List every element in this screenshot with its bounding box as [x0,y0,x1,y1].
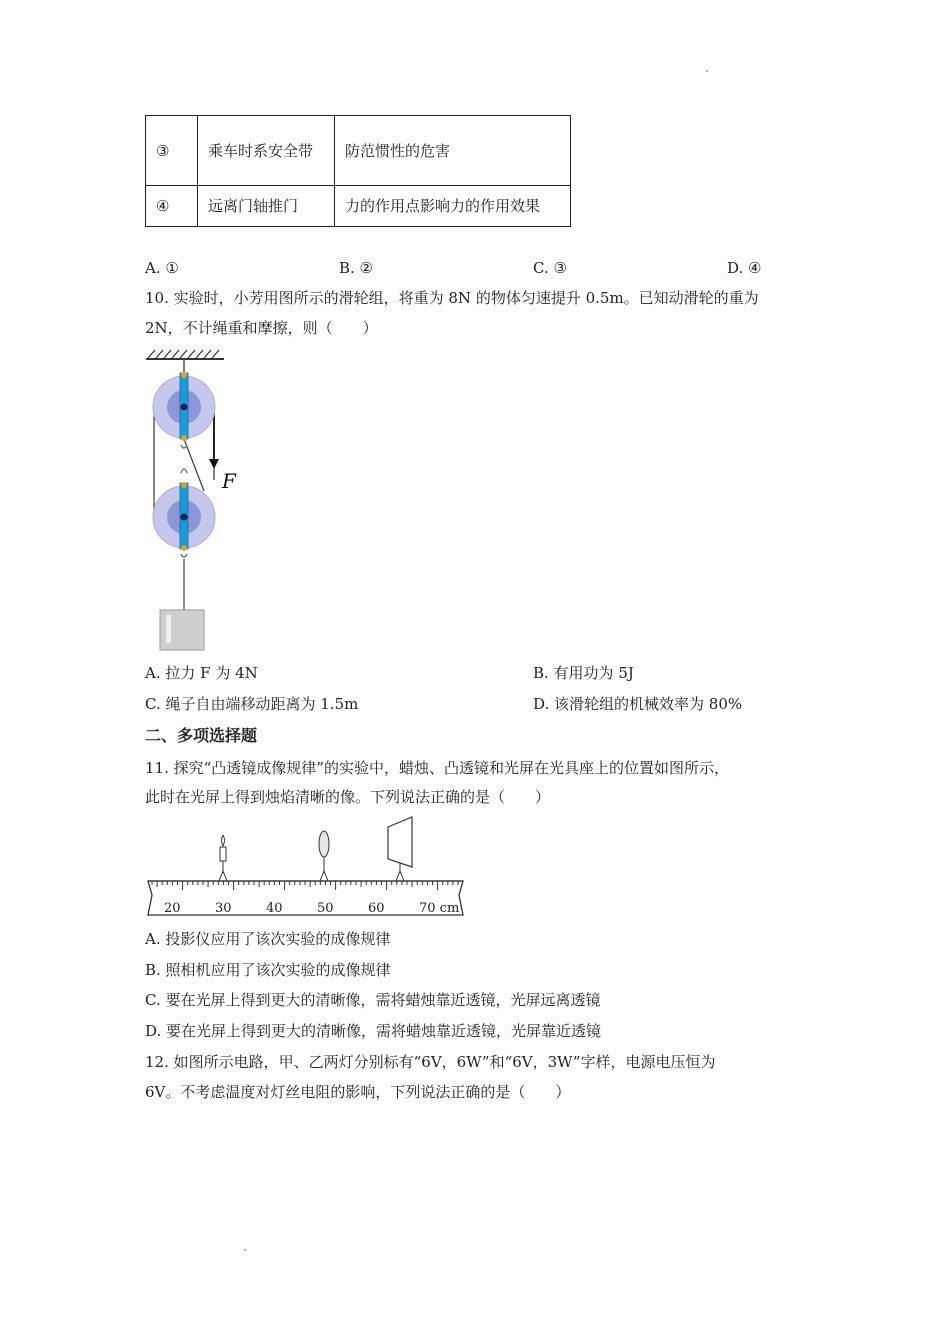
ruler-label-20: 20 [164,901,181,916]
q10-choice-a[interactable]: A. 拉力 F 为 4N [145,664,258,682]
bench-body [148,881,463,915]
row-number: ④ [146,186,198,227]
q10-choice-c[interactable]: C. 绳子自由端移动距离为 1.5m [145,695,359,713]
row-desc: 防范惯性的危害 [335,116,571,186]
q11-choice-a[interactable]: A. 投影仪应用了该次实验的成像规律 [145,930,391,948]
ruler-label-60: 60 [368,901,385,916]
convex-lens [319,831,329,881]
table-row [146,116,571,186]
q9-choice-b[interactable]: B. ② [339,259,374,277]
force-arrow-head [209,459,219,469]
ruler-label-70: 70 cm [419,901,460,916]
movable-pulley [153,469,215,557]
q11-choice-c[interactable]: C. 要在光屏上得到更大的清晰像，需将蜡烛靠近透镜，光屏远离透镜 [145,991,601,1009]
pulley-system-figure [140,345,260,655]
q10-choice-d[interactable]: D. 该滑轮组的机械效率为 80% [533,695,743,713]
ceiling-hatch [148,350,219,358]
optical-bench-figure [140,815,475,920]
light-screen [388,817,412,881]
q9-choice-a[interactable]: A. ① [145,259,179,277]
force-label: F [222,469,236,493]
scan-mark [706,70,708,72]
fixed-pulley [153,372,215,448]
table-row [146,186,571,227]
q11-choice-d[interactable]: D. 要在光屏上得到更大的清晰像，需将蜡烛靠近透镜，光屏靠近透镜 [145,1022,602,1040]
row-item: 远离门轴推门 [198,186,335,227]
q12-stem-line1: 12. 如图所示电路，甲、乙两灯分别标有“6V，6W”和“6V，3W”字样，电源电压恒为 [145,1053,716,1071]
q9-choice-d[interactable]: D. ④ [727,259,762,277]
q11-stem-line1: 11. 探究“凸透镜成像规律”的实验中，蜡烛、凸透镜和光屏在光具座上的位置如图所示， [145,759,729,777]
ruler-label-50: 50 [317,901,334,916]
q10-stem-line2: 2N，不计绳重和摩擦，则（ ） [145,319,378,337]
q10-choice-b[interactable]: B. 有用功为 5J [533,664,634,682]
ruler-label-40: 40 [266,901,283,916]
scan-mark [244,1249,246,1251]
row-number: ③ [146,116,198,186]
q9-options-table [145,115,571,227]
candle [219,835,227,881]
q11-choice-b[interactable]: B. 照相机应用了该次实验的成像规律 [145,961,391,979]
weight-block [160,610,204,650]
ruler-label-30: 30 [215,901,232,916]
q10-stem-line1: 10. 实验时，小芳用图所示的滑轮组，将重为 8N 的物体匀速提升 0.5m。已知动滑轮的重为 [145,289,759,307]
section-title: 二、多项选择题 [145,726,258,745]
q11-stem-line2: 此时在光屏上得到烛焰清晰的像。下列说法正确的是（ ） [145,788,551,806]
row-item: 乘车时系安全带 [198,116,335,186]
q9-choice-c[interactable]: C. ③ [533,259,567,277]
row-desc: 力的作用点影响力的作用效果 [335,186,571,227]
q12-stem-line2: 6V。不考虑温度对灯丝电阻的影响，下列说法正确的是（ ） [145,1083,571,1101]
